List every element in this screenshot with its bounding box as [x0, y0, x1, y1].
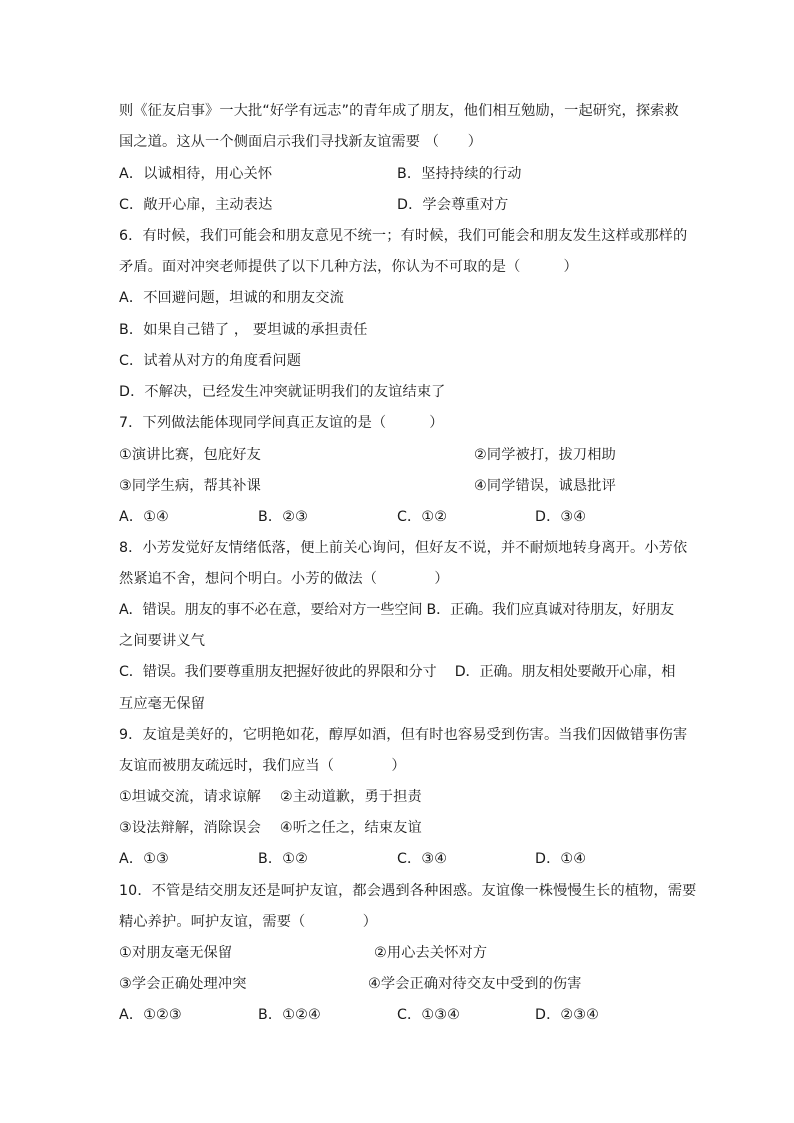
q5-stem-line1: 则《征友启事》一大批“好学有远志”的青年成了朋友，他们相互勉励，一起研究，探索救	[119, 103, 679, 119]
q7-statement-2: ②同学被打，拔刀相助	[474, 447, 616, 463]
q8-stem-line2: 然紧追不舍，想问个明白。小芳的做法（ ）	[119, 571, 449, 587]
q10-statement-1: ①对朋友毫无保留	[119, 945, 233, 961]
q5-option-a: A．以诚相待，用心关怀	[119, 166, 273, 182]
q6-stem-line1: 6．有时候，我们可能会和朋友意见不统一；有时候，我们可能会和朋友发生这样或那样的	[119, 228, 688, 244]
q7-stem: 7．下列做法能体现同学间真正友谊的是（ ）	[119, 415, 444, 431]
q9-statements-3-4: ③设法辩解，消除误会 ④听之任之，结束友谊	[119, 820, 422, 836]
q6-stem-line2: 矛盾。面对冲突老师提供了以下几种方法，你认为不可取的是（ ）	[119, 259, 578, 275]
q7-statement-4: ④同学错误，诚恳批评	[474, 478, 616, 494]
q5-option-d: D．学会尊重对方	[397, 197, 509, 213]
q7-option-c: C．①②	[397, 509, 448, 525]
q10-statement-4: ④学会正确对待交友中受到的伤害	[368, 976, 582, 992]
q7-option-b: B．②③	[258, 509, 308, 525]
q10-option-a: A．①②③	[119, 1007, 182, 1023]
q9-option-d: D．①④	[535, 851, 587, 867]
q10-statement-2: ②用心去关怀对方	[374, 945, 488, 961]
q8-options-ab-line1: A．错误。朋友的事不必在意，要给对方一些空间 B．正确。我们应真诚对待朋友，好朋友	[119, 602, 674, 618]
q8-options-cd-line2: 互应毫无保留	[119, 696, 206, 712]
q8-options-ab-line2: 之间要讲义气	[119, 633, 206, 649]
q7-option-a: A．①④	[119, 509, 169, 525]
q9-statements-1-2: ①坦诚交流，请求谅解 ②主动道歉，勇于担责	[119, 789, 422, 805]
q9-option-a: A．①③	[119, 851, 169, 867]
q5-stem-line2: 国之道。这从一个侧面启示我们寻找新友谊需要 （ ）	[119, 134, 483, 150]
q10-stem-line2: 精心养护。呵护友谊，需要（ ）	[119, 914, 378, 930]
q6-option-a: A．不回避问题，坦诚的和朋友交流	[119, 290, 344, 306]
q10-option-d: D．②③④	[535, 1007, 600, 1023]
q8-stem-line1: 8．小芳发觉好友情绪低落，便上前关心询问，但好友不说，并不耐烦地转身离开。小芳依	[119, 540, 688, 556]
q7-statement-1: ①演讲比赛，包庇好友	[119, 447, 261, 463]
q10-option-b: B．①②④	[258, 1007, 321, 1023]
q10-stem-line1: 10．不管是结交朋友还是呵护友谊，都会遇到各种困惑。友谊像一株慢慢生长的植物，需要	[119, 883, 697, 899]
q9-stem-line1: 9．友谊是美好的，它明艳如花，醇厚如酒，但有时也容易受到伤害。当我们因做错事伤害	[119, 727, 688, 743]
q9-stem-line2: 友谊而被朋友疏远时，我们应当（ ）	[119, 758, 406, 774]
q10-statement-3: ③学会正确处理冲突	[119, 976, 247, 992]
q7-statement-3: ③同学生病，帮其补课	[119, 478, 261, 494]
q8-options-cd-line1: C．错误。我们要尊重朋友把握好彼此的界限和分寸 D．正确。朋友相处要敞开心扉，相	[119, 664, 676, 680]
q6-option-c: C．试着从对方的角度看问题	[119, 353, 302, 369]
q5-option-b: B．坚持持续的行动	[397, 166, 522, 182]
q6-option-b: B．如果自己错了 ， 要坦诚的承担责任	[119, 322, 368, 338]
q9-option-b: B．①②	[258, 851, 308, 867]
q5-option-c: C．敞开心扉，主动表达	[119, 197, 273, 213]
q6-option-d: D．不解决，已经发生冲突就证明我们的友谊结束了	[119, 384, 446, 400]
q10-option-c: C．①③④	[397, 1007, 461, 1023]
q9-option-c: C．③④	[397, 851, 448, 867]
q7-option-d: D．③④	[535, 509, 587, 525]
